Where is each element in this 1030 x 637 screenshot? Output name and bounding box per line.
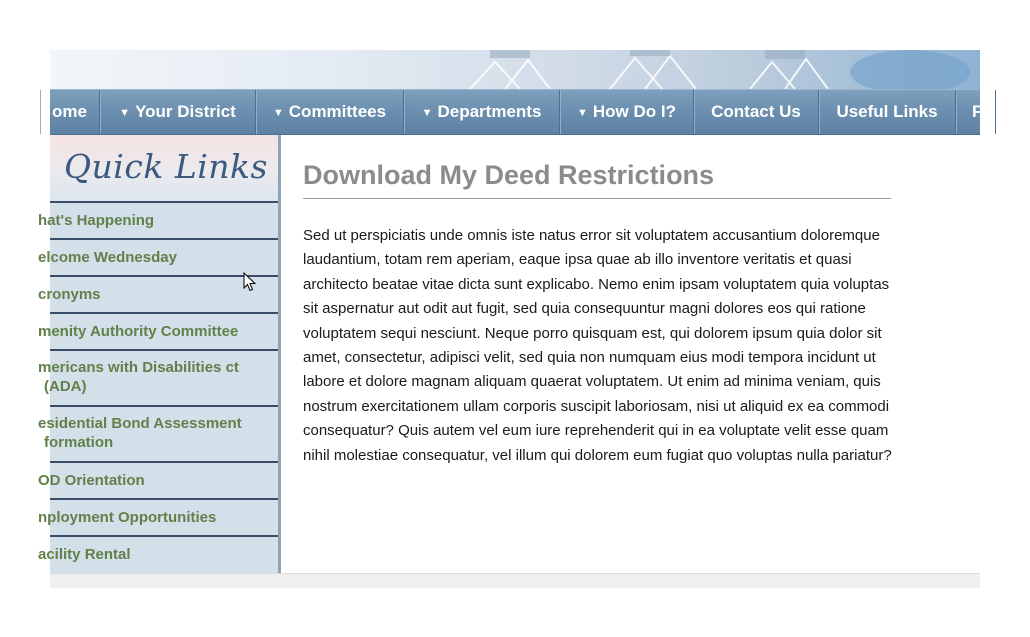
nav-contact-us[interactable] (694, 90, 819, 134)
quick-link-label: hat's Happening (38, 212, 155, 229)
main-nav (50, 89, 983, 135)
quick-link-label: elcome Wednesday (38, 249, 177, 266)
quick-link-label: acility Rental (38, 546, 131, 563)
nav-label: Committees (288, 102, 387, 121)
banner-chairs-image (50, 50, 980, 89)
nav-how-do-i[interactable] (560, 90, 694, 134)
nav-more[interactable] (956, 90, 996, 134)
nav-label: ome (52, 102, 87, 121)
main-content (281, 135, 980, 573)
nav-useful-links[interactable] (819, 90, 956, 134)
nav-label: Contact Us (711, 102, 801, 121)
body-paragraph: Sed ut perspiciatis unde omnis iste natus error sit voluptatem accusantium doloremque laudantium, totam rem aperiam, eaque ipsa quae ab illo inventore veritatis et quasi architecto beatae vitae dicta sunt explicabo. Nemo enim ipsam voluptatem quia voluptas sit aspernatur aut odit aut fugit, sed quia consequuntur magni dolores eos qui ratione voluptatem sequi nesciunt. Neque porro quisquam est, qui dolorem ipsum quia dolor sit amet, consectetur, adipisci velit, sed quia non numquam eius modi tempora incidunt ut labore et dolore magnam aliquam quaerat voluptatem. Ut enim ad minima veniam, quis nostrum exercitationem ullam corporis suscipit laboriosam, nisi ut aliquid ex ea commodi consequatur? Quis autem vel eum iure reprehenderit qui in ea voluptate velit esse quam nihil molestiae consequatur, vel illum qui dolorem eum fugiat quo voluptas nulla pariatur? (303, 227, 892, 464)
nav-label: F (972, 102, 983, 121)
quick-link-employment-opportunities[interactable] (38, 500, 278, 537)
nav-departments[interactable] (404, 90, 560, 134)
quick-link-label: OD Orientation (38, 472, 145, 489)
quick-link-label: nployment Opportunities (38, 509, 217, 526)
quick-link-label: cronyms (38, 286, 101, 303)
nav-home[interactable] (40, 90, 100, 134)
nav-label: Your District (135, 102, 236, 121)
nav-label: Useful Links (836, 102, 938, 121)
footer-strip (50, 573, 980, 588)
nav-label: Departments (437, 102, 542, 121)
quick-link-label: menity Authority Committee (38, 323, 239, 340)
page-title: Download My Deed Restrictions (303, 160, 715, 190)
header-banner (50, 50, 980, 89)
quick-link-facility-rental[interactable] (38, 537, 278, 574)
quick-links-header (50, 135, 278, 203)
quick-link-ada[interactable] (38, 351, 278, 407)
mouse-cursor-icon (243, 272, 257, 292)
dropdown-arrow-icon: ▼ (421, 107, 433, 119)
dropdown-arrow-icon: ▼ (119, 107, 131, 119)
quick-link-bod-orientation[interactable] (38, 463, 278, 500)
quick-link-label: esidential Bond Assessment formation (38, 415, 242, 451)
quick-link-amenity-authority-committee[interactable] (38, 314, 278, 351)
quick-link-label: mericans with Disabilities ct (ADA) (38, 359, 239, 395)
quick-links-title: Quick Links (64, 147, 268, 186)
page (38, 50, 983, 587)
dropdown-arrow-icon: ▼ (577, 107, 588, 119)
nav-your-district[interactable] (100, 90, 256, 134)
nav-label: How Do I? (592, 102, 676, 121)
dropdown-arrow-icon: ▼ (272, 107, 284, 119)
quick-links-sidebar (38, 135, 281, 573)
quick-link-residential-bond[interactable] (38, 407, 278, 463)
nav-committees[interactable] (256, 90, 404, 134)
title-divider (303, 198, 891, 199)
quick-link-whats-happening[interactable] (38, 203, 278, 240)
